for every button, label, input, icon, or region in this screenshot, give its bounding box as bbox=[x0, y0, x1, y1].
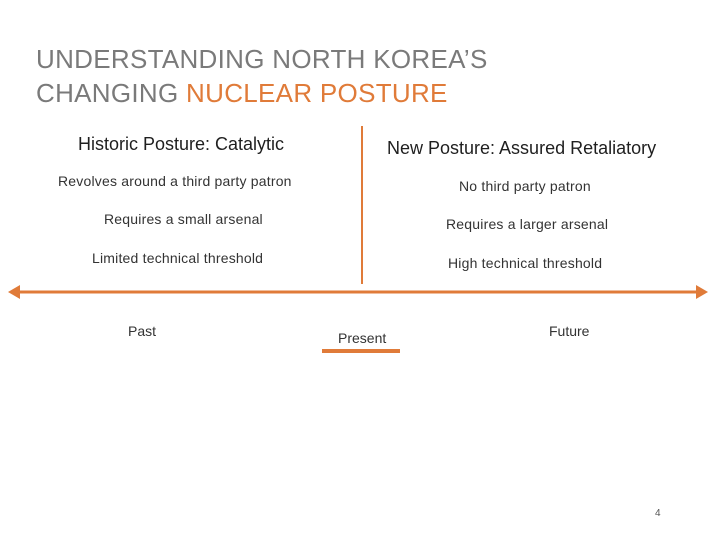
timeline-future-label: Future bbox=[549, 323, 590, 339]
present-marker bbox=[322, 349, 400, 353]
slide-title bbox=[36, 42, 676, 110]
title-line-2-prefix: CHANGING bbox=[36, 78, 187, 108]
title-line-1: UNDERSTANDING NORTH KOREA’S bbox=[36, 44, 488, 74]
new-posture-heading: New Posture: Assured Retaliatory bbox=[387, 138, 657, 158]
column-divider bbox=[361, 126, 363, 284]
new-item-3: High technical threshold bbox=[448, 255, 603, 271]
timeline-present-label: Present bbox=[338, 330, 387, 346]
timeline-arrow bbox=[8, 282, 708, 302]
page-number: 4 bbox=[655, 508, 661, 519]
timeline-arrowhead-left bbox=[8, 285, 20, 299]
new-item-2: Requires a larger arsenal bbox=[446, 216, 609, 232]
timeline-arrowhead-right bbox=[696, 285, 708, 299]
historic-item-2: Requires a small arsenal bbox=[104, 211, 263, 227]
new-item-1: No third party patron bbox=[459, 178, 591, 194]
historic-item-1: Revolves around a third party patron bbox=[58, 173, 292, 189]
timeline-past-label: Past bbox=[128, 323, 157, 339]
title-line-2-accent: NUCLEAR POSTURE bbox=[186, 78, 448, 108]
historic-item-3: Limited technical threshold bbox=[92, 250, 264, 266]
historic-posture-heading: Historic Posture: Catalytic bbox=[78, 134, 285, 154]
